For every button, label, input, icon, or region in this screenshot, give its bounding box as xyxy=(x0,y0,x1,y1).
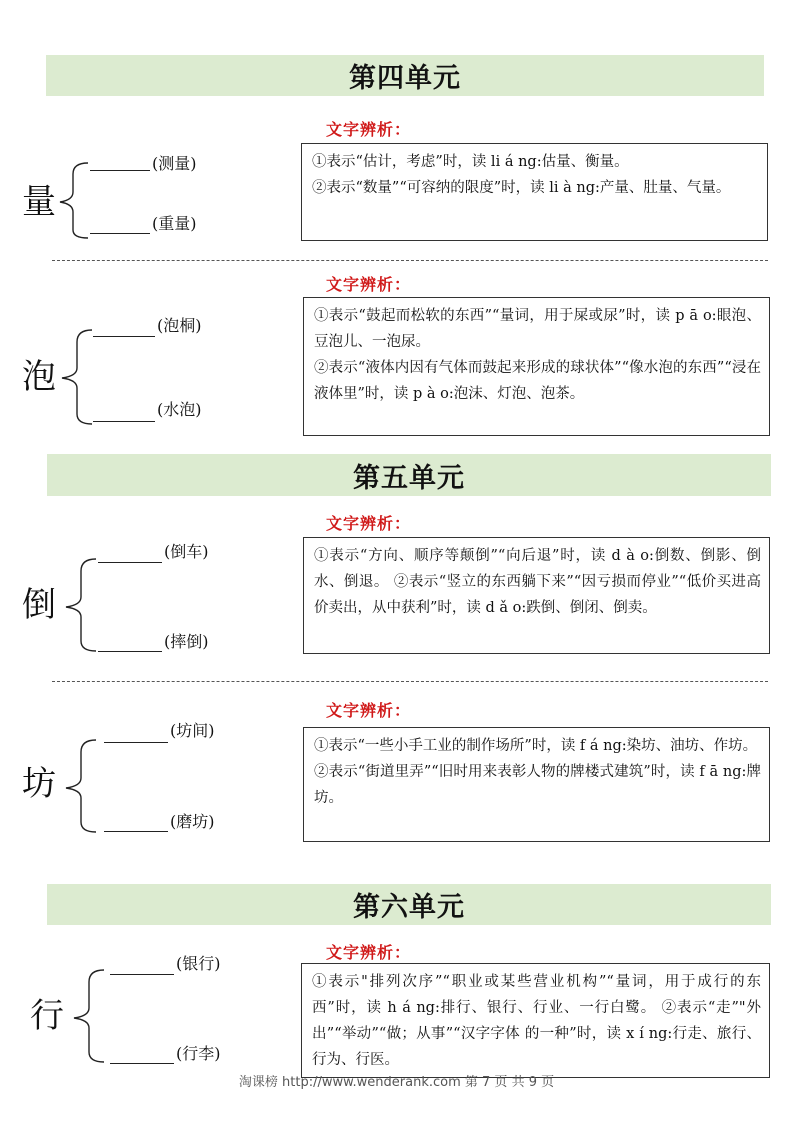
analysis-box xyxy=(301,963,770,1078)
entry-character: 泡 xyxy=(22,357,56,397)
entry-word: (泡桐) xyxy=(157,316,202,335)
analysis-line: ②表示“数量”“可容纳的限度”时，读 li à ng:产量、肚量、气量。 xyxy=(312,180,731,196)
entry-word: (水泡) xyxy=(157,400,202,419)
analysis-heading: 文字辨析： xyxy=(326,275,412,294)
analysis-box xyxy=(303,297,770,436)
section-divider xyxy=(52,260,768,261)
analysis-line: ②表示“街道里弄”“旧时用来表彰人物的牌楼式建筑”时，读 f ā ng:牌坊。 xyxy=(314,764,761,806)
analysis-line: ①表示“一些小手工业的制作场所”时，读 f á ng:染坊、油坊、作坊。 xyxy=(314,738,758,754)
entry-word: (磨坊) xyxy=(170,812,215,831)
answer-blank xyxy=(93,336,155,337)
answer-blank xyxy=(110,974,174,975)
brace-icon xyxy=(70,966,110,1066)
analysis-line: ①表示"排列次序”“职业或某些营业机构”“量词，用于成行的东西”时，读 h á ng:排行、银行、行业、一行白鹭。 ②表示“走”"外出”“举动”“做；从事”“汉字字体 的一种”时，读 x í ng:行走、旅行、行为、行医。 xyxy=(312,974,761,1068)
entry-word: (行李) xyxy=(176,1044,221,1063)
answer-blank xyxy=(93,421,155,422)
answer-blank xyxy=(90,170,150,171)
page-footer: 淘课榜 http://www.wenderank.com 第 7 页 共 9 页 xyxy=(238,1075,555,1090)
entry-character: 行 xyxy=(30,996,64,1036)
analysis-box xyxy=(301,143,768,241)
entry-character: 倒 xyxy=(22,585,56,625)
unit-title-6: 第六单元 xyxy=(47,884,771,925)
answer-blank xyxy=(110,1063,174,1064)
analysis-line: ②表示“液体内因有气体而鼓起来形成的球状体”“像水泡的东西”“浸在液体里”时，读 p à o:泡沫、灯泡、泡茶。 xyxy=(314,360,761,402)
answer-blank xyxy=(98,651,162,652)
analysis-box xyxy=(303,727,770,842)
answer-blank xyxy=(90,233,150,234)
brace-icon xyxy=(62,555,102,655)
answer-blank xyxy=(104,831,168,832)
entry-word: (坊间) xyxy=(170,721,215,740)
entry-word: (倒车) xyxy=(164,542,209,561)
section-divider xyxy=(52,681,768,682)
answer-blank xyxy=(98,562,162,563)
analysis-line: ①表示“鼓起而松软的东西”“量词，用于屎或尿”时，读 p ā o:眼泡、豆泡儿、一泡尿。 xyxy=(314,308,761,350)
analysis-heading: 文字辨析： xyxy=(326,120,412,139)
unit-title-4: 第四单元 xyxy=(46,55,764,96)
entry-character: 坊 xyxy=(22,764,56,804)
answer-blank xyxy=(104,742,168,743)
analysis-heading: 文字辨析： xyxy=(326,514,412,533)
entry-word: (测量) xyxy=(152,154,197,173)
entry-word: (银行) xyxy=(176,954,221,973)
unit-title-5: 第五单元 xyxy=(47,454,771,496)
brace-icon xyxy=(58,326,98,426)
analysis-heading: 文字辨析： xyxy=(326,701,412,720)
entry-character: 量 xyxy=(22,182,56,222)
analysis-line: ①表示“估计，考虑”时，读 li á ng:估量、衡量。 xyxy=(312,154,629,170)
analysis-box xyxy=(303,537,770,654)
brace-icon xyxy=(56,160,96,240)
brace-icon xyxy=(62,736,102,836)
entry-word: (重量) xyxy=(152,214,197,233)
analysis-heading: 文字辨析： xyxy=(326,943,412,962)
analysis-line: ①表示“方向、顺序等颠倒”“向后退”时，读 d à o:倒数、倒影、倒水、倒退。 ②表示“竖立的东西躺下来”“因亏损而停业”“低价买进高价卖出，从中获利”时，读 d ǎ o:跌倒、倒闭、倒卖。 xyxy=(314,548,761,616)
entry-word: (摔倒) xyxy=(164,632,209,651)
